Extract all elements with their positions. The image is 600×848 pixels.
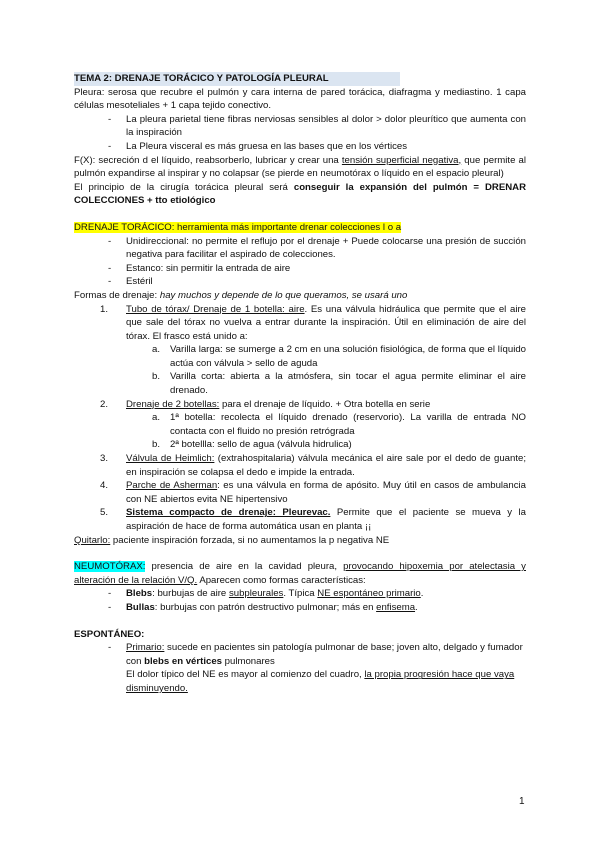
pleura-definition: Pleura: serosa que recubre el pulmón y cara interna de pared torácica, diafragma y mediastino. 1 capa células mesoteliales + 1 capa tejido conectivo. <box>74 86 526 112</box>
bullet-dash: - <box>108 601 112 613</box>
page-title: TEMA 2: DRENAJE TORÁCICO Y PATOLOGÍA PLEURAL <box>74 72 526 86</box>
numbered-item: 1. Tubo de tórax/ Drenaje de 1 botella: aire. Es una válvula hidráulica que permite que el aire que sale del tórax no vuelva a entrar durante la inspiración. Útil en eliminación de aire del tórax. El frasco está unido a: <box>100 303 526 342</box>
surgery-principle: El principio de la cirugía torácica pleural será conseguir la expansión del pulmón = DRENAR COLECCIONES + tto etiológico <box>74 181 526 207</box>
bullet-dash: - <box>108 276 112 288</box>
pleura-function: F(X): secreción d el líquido, reabsorberlo, lubricar y crear una tensión superficial negativa, que permite al pulmón expandirse al inspirar y no colapsar (se pierde en neumotórax o líquido en el espacio pleural) <box>74 154 526 180</box>
list-item: - Bullas: burbujas con patrón destructivo pulmonar; más en enfisema. <box>74 601 526 615</box>
quitarlo-note: Quitarlo: paciente inspiración forzada, si no aumentamos la p negativa NE <box>74 534 390 546</box>
list-item-text: Estéril <box>126 276 153 288</box>
list-item-text: La pleura parietal tiene fibras nerviosas sensibles al dolor > dolor pleurítico que aumenta con la inspiración <box>126 113 526 139</box>
formas-drenaje: Formas de drenaje: hay muchos y depende de lo que queramos, se usará uno <box>74 289 408 301</box>
sub-item: b. 2ª botellla: sello de agua (válvula hidrulica) <box>152 439 352 451</box>
bullet-dash: - <box>108 588 112 600</box>
espontaneo-heading: ESPONTÁNEO: <box>74 628 145 640</box>
numbered-item: 3. Válvula de Heimlich: (extrahospitalaria) válvula mecánica el aire sale por el dedo de guante; en inspiración se colapsa el dedo e impide la entrada. <box>100 453 526 478</box>
sub-item: a. 1ª botella: recolecta el líquido drenado (reservorio). La varilla de entrada NO contacta con el fluido no presión retrógrada <box>152 412 526 437</box>
page-number: 1 <box>519 796 525 807</box>
list-item <box>74 140 526 154</box>
bullet-dash: - <box>108 140 112 152</box>
page-content <box>74 72 526 696</box>
sub-item: b. Varilla corta: abierta a la atmósfera, sin tocar el agua permite eliminar el aire drenado. <box>152 371 526 397</box>
dolor-note: El dolor típico del NE es mayor al comienzo del cuadro, la propia progresión hace que vaya disminuyendo. <box>126 669 515 694</box>
drenaje-heading: DRENAJE TORÁCICO: herramienta más importante drenar colecciones l o a <box>74 221 402 233</box>
list-item <box>74 113 526 140</box>
bullet-dash: - <box>108 642 112 654</box>
list-item <box>74 262 526 276</box>
numbered-item: 5. Sistema compacto de drenaje: Pleurevac. Permite que el paciente se mueva y la aspiración de hace de forma automática usan en planta ¡¡ <box>100 507 526 532</box>
sub-item: a. Varilla larga: se sumerge a 2 cm en una solución fisiológica, de forma que el líquido actúa con válvula > sello de aguda <box>152 344 526 369</box>
list-item: - Primario: sucede en pacientes sin patología pulmonar de base; joven alto, delgado y fumador con blebs en vértices pulmonares <box>74 641 526 668</box>
list-item: - Blebs: burbujas de aire subpleurales. Típica NE espontáneo primario. <box>74 587 526 601</box>
list-item <box>74 235 526 262</box>
neumotorax-heading: NEUMOTÓRAX: <box>74 561 146 573</box>
list-item <box>74 275 526 289</box>
numbered-item: 2. Drenaje de 2 botellas: para el drenaje de líquido. + Otra botella en serie <box>100 398 431 410</box>
bullet-dash: - <box>108 235 112 247</box>
bullet-dash: - <box>108 113 112 125</box>
numbered-item: 4. Parche de Asherman: es una válvula en forma de apósito. Muy útil en casos de ambulancia con NE abiertos evita NE hipertensivo <box>100 480 526 505</box>
bullet-dash: - <box>108 262 112 274</box>
neumotorax-definition: NEUMOTÓRAX: presencia de aire en la cavidad pleura, provocando hipoxemia por atelectasia y alteración de la relación V/Q. Aparecen como formas características: <box>74 561 526 586</box>
list-item-text: Estanco: sin permitir la entrada de aire <box>126 262 291 274</box>
list-item-text: La Pleura visceral es más gruesa en las bases que en los vértices <box>126 140 408 152</box>
list-item-text: Unidireccional: no permite el reflujo por el drenaje + Puede colocarse una presión de succión negativa para facilitar el aspirado de colecciones. <box>126 235 526 261</box>
